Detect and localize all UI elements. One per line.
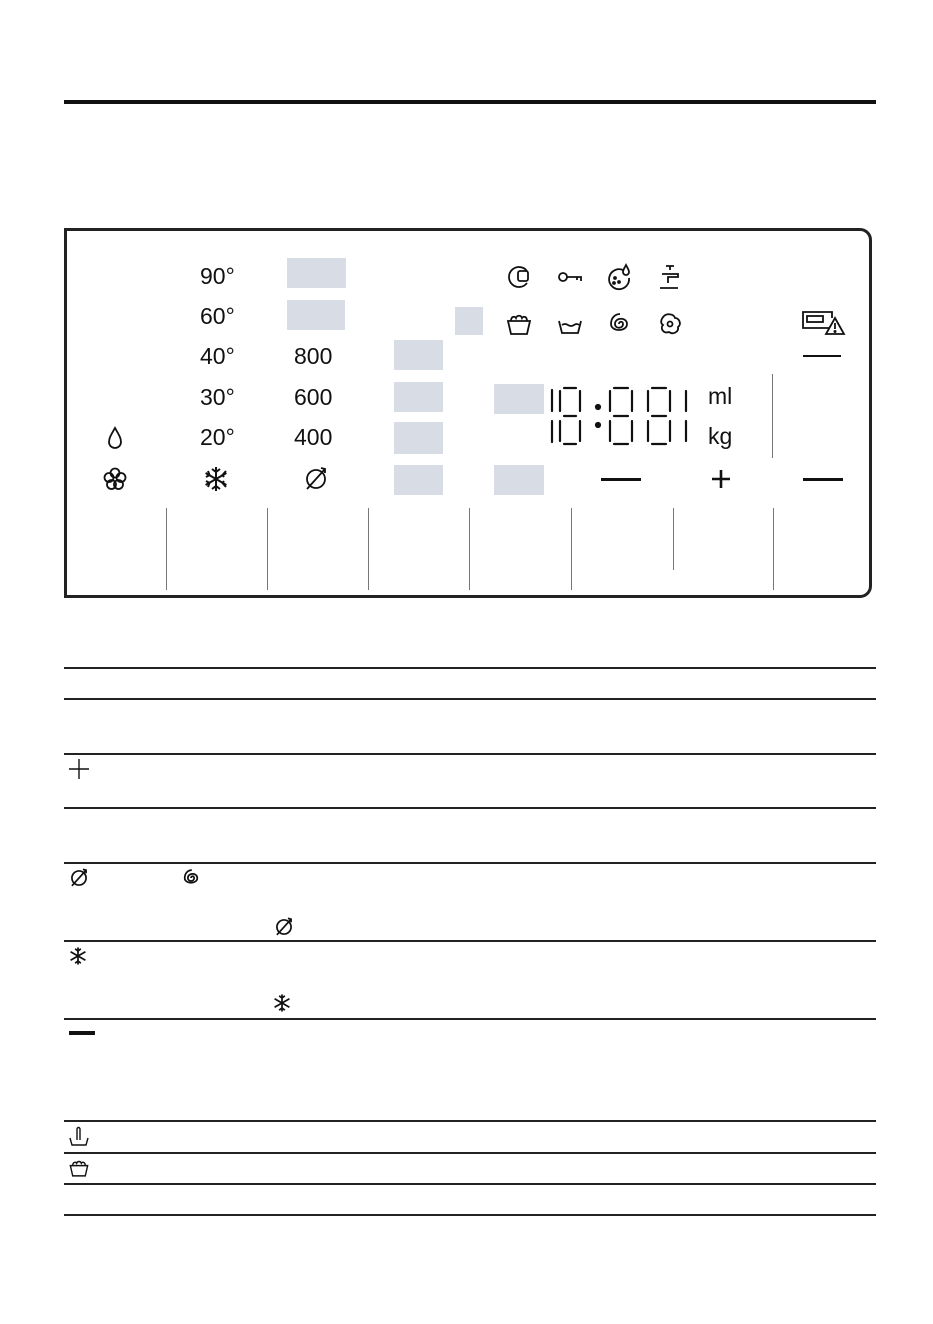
hand-wash-icon: [68, 1125, 90, 1147]
indicator-block: [394, 340, 443, 370]
dosage-dash: [803, 355, 841, 357]
segment-display: [548, 385, 690, 447]
indicator-block: [455, 307, 483, 335]
table-rule: [64, 667, 876, 669]
spin-speed-label: 400: [294, 424, 333, 450]
unit-ml: ml: [708, 383, 733, 409]
indicator-block: [494, 384, 544, 414]
table-rule: [64, 1183, 876, 1185]
dash-icon: [69, 1031, 95, 1035]
indicator-block: [394, 382, 443, 412]
dosage-warning-icon: [800, 308, 846, 336]
button-divider: [571, 508, 572, 590]
table-rule: [64, 862, 876, 864]
plus-icon: [68, 758, 90, 780]
spin-speed-label: 800: [294, 343, 333, 369]
indicator-block: [287, 300, 345, 330]
drum-clean-icon: [605, 263, 633, 291]
flower-icon: [101, 465, 129, 493]
indicator-block: [394, 465, 443, 495]
indicator-block: [394, 422, 443, 454]
cold-snowflake-icon: [68, 946, 88, 966]
temp-label: 90°: [200, 263, 235, 289]
unit-kg: kg: [708, 423, 733, 449]
table-rule: [64, 1120, 876, 1122]
water-drop-icon: [101, 424, 129, 452]
minus-button[interactable]: [601, 478, 641, 481]
indicator-block: [494, 465, 544, 495]
table-rule: [64, 940, 876, 942]
button-divider: [166, 508, 167, 590]
table-rule: [64, 1152, 876, 1154]
temp-label: 30°: [200, 384, 235, 410]
spin-speed-label: 600: [294, 384, 333, 410]
prewash-basin-icon: [505, 310, 533, 338]
no-spin-icon: [68, 867, 90, 889]
detergent-icon: [505, 263, 533, 291]
button-divider: [469, 508, 470, 590]
table-rule: [64, 753, 876, 755]
indicator-block: [287, 258, 346, 288]
control-panel-diagram: [64, 228, 872, 598]
table-rule: [64, 1018, 876, 1020]
rinse-basin-icon: [556, 310, 584, 338]
prewash-basin-icon: [68, 1157, 90, 1179]
spin-spiral-icon: [605, 310, 633, 338]
table-rule: [64, 1214, 876, 1216]
plus-button[interactable]: [710, 468, 732, 490]
no-spin-icon: [273, 916, 295, 938]
stain-icon: [656, 310, 684, 338]
spin-spiral-icon: [180, 867, 202, 889]
button-divider: [267, 508, 268, 590]
child-lock-key-icon: [556, 263, 584, 291]
table-rule: [64, 807, 876, 809]
button-divider: [368, 508, 369, 590]
cold-snowflake-icon: [202, 465, 230, 493]
water-tap-icon: [656, 263, 684, 291]
temp-label: 20°: [200, 424, 235, 450]
button-divider: [773, 508, 774, 590]
cold-snowflake-icon: [272, 993, 292, 1013]
button-divider: [673, 508, 674, 570]
table-rule: [64, 698, 876, 700]
header-rule: [64, 100, 876, 104]
no-spin-icon: [302, 465, 330, 493]
separator: [772, 374, 773, 458]
temp-label: 60°: [200, 303, 235, 329]
start-pause-button[interactable]: [803, 478, 843, 481]
temp-label: 40°: [200, 343, 235, 369]
